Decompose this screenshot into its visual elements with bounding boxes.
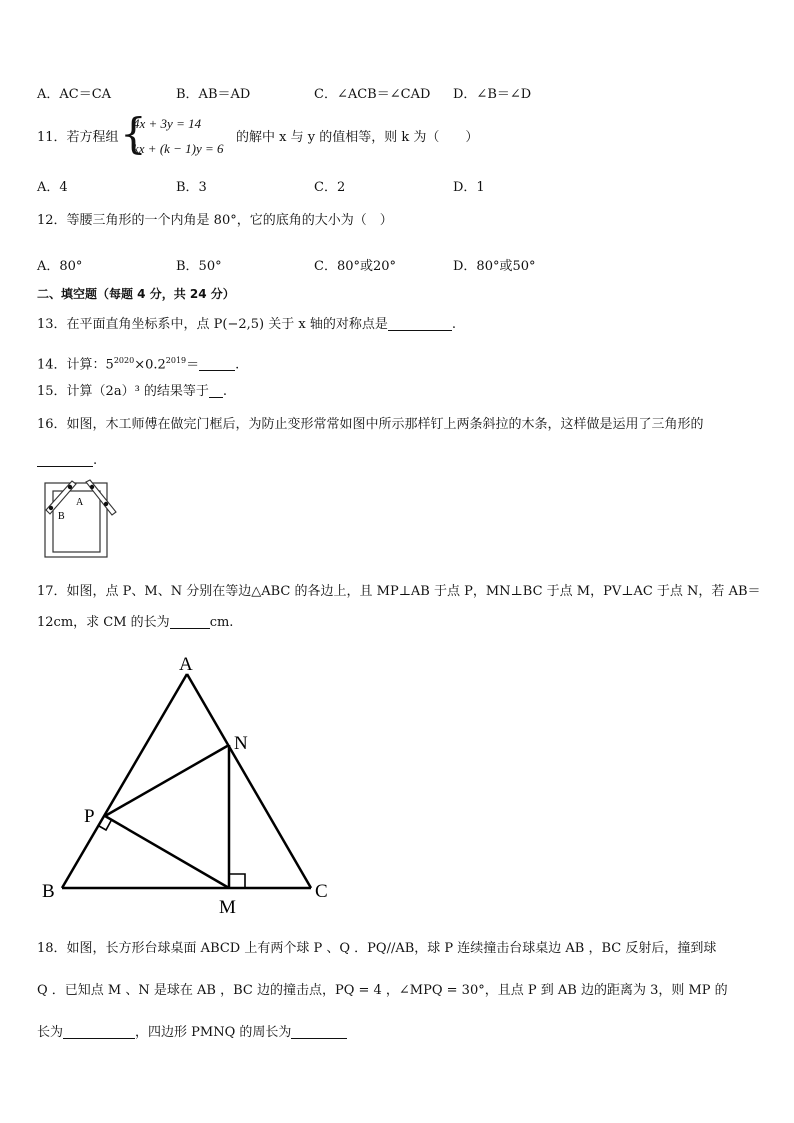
q13-end: . [451,317,457,332]
label-b: B [42,881,55,902]
figure-label-a: A [76,497,84,508]
q16-end: . [93,453,98,468]
q17-line-2-text: 12cm，求 CM 的长为 [37,615,170,630]
q12-text: 12．等腰三角形的一个内角是 80°，它的底角的大小为（ ） [37,213,393,228]
q12-option-b: B．50° [176,259,222,274]
q14-exponent-2: 2019 [165,356,187,365]
q12-option-a: A．80° [37,259,83,274]
q18-line-3-text-b: ，四边形 PMNQ 的周长为 [135,1025,292,1040]
door-frame-figure [40,478,122,564]
q12-option-c: C．80°或20° [314,259,397,274]
q18-line-3-text-a: 长为 [37,1025,64,1040]
side-ac [187,674,311,888]
q11-suffix: 的解中 x 与 y 的值相等，则 k 为（ ） [236,130,479,145]
q18-answer-blank-1 [63,1024,135,1039]
q12-option-d: D．80°或50° [453,259,536,274]
label-c: C [315,881,328,902]
q15-answer-blank [209,383,223,398]
segment-pm [105,816,229,888]
q10-option-b: B．AB＝AD [176,87,251,102]
q17-unit: cm. [209,615,234,630]
q18-line-1: 18．如图，长方形台球桌面 ABCD 上有两个球 P 、Q ．PQ//AB，球 P 连续撞击台球桌边 AB ，BC 反射后，撞到球 [37,941,717,956]
label-m: M [219,897,236,918]
q15-line [37,383,227,401]
nail-dot [104,502,108,506]
q14-exponent-1: 2020 [113,356,135,365]
q10-option-d: D．∠B＝∠D [453,87,532,102]
right-angle-mark-m [229,874,245,888]
q11-option-d: D．1 [453,180,485,195]
q14-end: . [235,357,240,373]
nail-dot [68,485,72,489]
q14-eq: ＝ [186,357,200,373]
q13-line [37,316,456,334]
q17-line-2 [37,614,233,632]
q18-line-3 [37,1024,347,1042]
section-heading: 二、填空题（每题 4 分，共 24 分） [37,287,235,301]
q17-line-1: 17．如图，点 P、M、N 分别在等边△ABC 的各边上，且 MP⊥AB 于点 P，MN⊥BC 于点 M，PV⊥AC 于点 N，若 AB＝ [37,584,761,599]
nail-dot [90,485,94,489]
q11-prefix: 11．若方程组 [37,130,119,145]
label-p: P [84,806,95,827]
q11-option-c: C．2 [314,180,346,195]
q13-text: 13．在平面直角坐标系中，点 P(−2,5) 关于 x 轴的对称点是 [37,317,388,332]
q11-option-b: B．3 [176,180,207,195]
triangle-figure [38,650,338,918]
q10-option-c: C．∠ACB＝∠CAD [314,87,431,102]
q16-answer-line [37,452,97,470]
label-n: N [234,733,248,754]
q18-answer-blank-2 [291,1024,347,1039]
q14-prefix: 14．计算：5 [37,357,114,373]
q13-answer-blank [388,316,452,331]
figure-label-b: B [58,511,65,522]
q14-mid: ×0.2 [134,357,166,373]
q14-line [37,352,239,374]
q15-end: . [222,384,228,399]
q17-answer-blank [170,614,210,629]
q10-option-a: A．AC＝CA [37,87,112,102]
right-diagonal-strip [86,480,116,515]
q16-answer-blank [37,452,93,467]
system-brace: { [120,109,147,158]
q16-text: 16．如图，木工师傅在做完门框后，为防止变形常常如图中所示那样钉上两条斜拉的木条，这样做是运用了三角形的 [37,417,704,432]
q15-text: 15．计算（2a）³ 的结果等于 [37,384,209,399]
label-a: A [179,654,193,675]
q11-option-a: A．4 [37,180,68,195]
q18-line-2: Q ．已知点 M 、N 是球在 AB ，BC 边的撞击点，PQ = 4 ，∠MPQ = 30°，且点 P 到 AB 边的距离为 3，则 MP 的 [37,983,728,998]
q11-equation-1: 4x + 3y = 14 [133,116,202,131]
nail-dot [49,506,53,510]
q11-equation-2: kx + (k − 1)y = 6 [133,141,224,156]
q14-answer-blank [199,356,235,371]
